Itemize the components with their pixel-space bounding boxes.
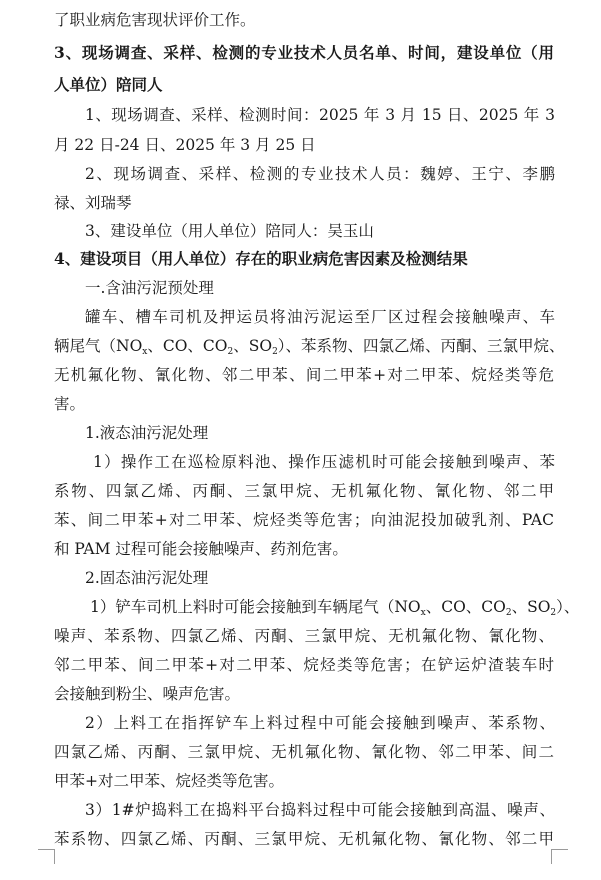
paragraph-line: 会接触到粉尘、噪声危害。 xyxy=(54,685,241,703)
paragraph-line: 1）铲车司机上料时可能会接触到车辆尾气（$NO_x$、CO、$CO_2$、$SO_2$）、 xyxy=(90,598,580,618)
paragraph-line: 辆尾气（$NO_x$、CO、$CO_2$、$SO_2$）、苯系物、四氯乙烯、丙酮、三氯甲烷、 xyxy=(54,337,565,357)
paragraph-line: 罐车、槽车司机及押运员将油污泥运至厂区过程会接触噪声、车 xyxy=(85,308,555,326)
paragraph-line: 1）操作工在巡检原料池、操作压滤机时可能会接触到噪声、苯 xyxy=(93,453,555,471)
paragraph-line: 甲苯+对二甲苯、烷烃类等危害。 xyxy=(54,772,284,790)
paragraph-line: 1、现场调查、采样、检测时间：2025 年 3 月 15 日、2025 年 3 xyxy=(85,106,555,124)
paragraph-line: 害。 xyxy=(54,395,86,413)
paragraph-line: 系物、四氯乙烯、丙酮、三氯甲烷、无机氟化物、氰化物、邻二甲 xyxy=(54,482,554,500)
paragraph-line: 2、现场调查、采样、检测的专业技术人员：魏婷、王宁、李鹏 xyxy=(85,165,555,183)
margin-corner-mark xyxy=(38,849,55,864)
paragraph-line: 禄、刘瑞琴 xyxy=(54,194,132,212)
subsection-heading: 1.液态油污泥处理 xyxy=(85,424,209,442)
paragraph-line: 3）1#炉捣料工在捣料平台捣料过程中可能会接触到高温、噪声、 xyxy=(85,801,555,819)
paragraph-line: 邻二甲苯、间二甲苯+对二甲苯、烷烃类等危害；在铲运炉渣装车时 xyxy=(54,656,554,674)
section-heading: 4、建设项目（用人单位）存在的职业病危害因素及检测结果 xyxy=(54,249,468,268)
margin-corner-mark xyxy=(551,849,568,864)
section-heading: 人单位）陪同人 xyxy=(54,75,163,94)
paragraph-line: 3、建设单位（用人单位）陪同人：吴玉山 xyxy=(85,222,374,240)
paragraph-line: 月 22 日-24 日、2025 年 3 月 25 日 xyxy=(54,136,316,154)
paragraph-line: 了职业病危害现状评价工作。 xyxy=(54,11,256,29)
paragraph-line: 和 PAM 过程可能会接触噪声、药剂危害。 xyxy=(54,540,348,558)
subsection-heading: 一.含油污泥预处理 xyxy=(85,279,214,297)
section-heading: 3、现场调查、采样、检测的专业技术人员名单、时间，建设单位（用 xyxy=(54,43,554,62)
paragraph-line: 无机氟化物、氰化物、邻二甲苯、间二甲苯+对二甲苯、烷烃类等危 xyxy=(54,366,554,384)
paragraph-line: 噪声、苯系物、四氯乙烯、丙酮、三氯甲烷、无机氟化物、氰化物、 xyxy=(54,627,554,645)
paragraph-line: 苯系物、四氯乙烯、丙酮、三氯甲烷、无机氟化物、氰化物、邻二甲 xyxy=(54,830,554,848)
paragraph-line: 四氯乙烯、丙酮、三氯甲烷、无机氟化物、氰化物、邻二甲苯、间二 xyxy=(54,743,554,761)
subsection-heading: 2.固态油污泥处理 xyxy=(85,569,209,587)
paragraph-line: 2）上料工在指挥铲车上料过程中可能会接触到噪声、苯系物、 xyxy=(85,714,555,732)
paragraph-line: 苯、间二甲苯+对二甲苯、烷烃类等危害；向油泥投加破乳剂、PAC xyxy=(54,511,554,529)
